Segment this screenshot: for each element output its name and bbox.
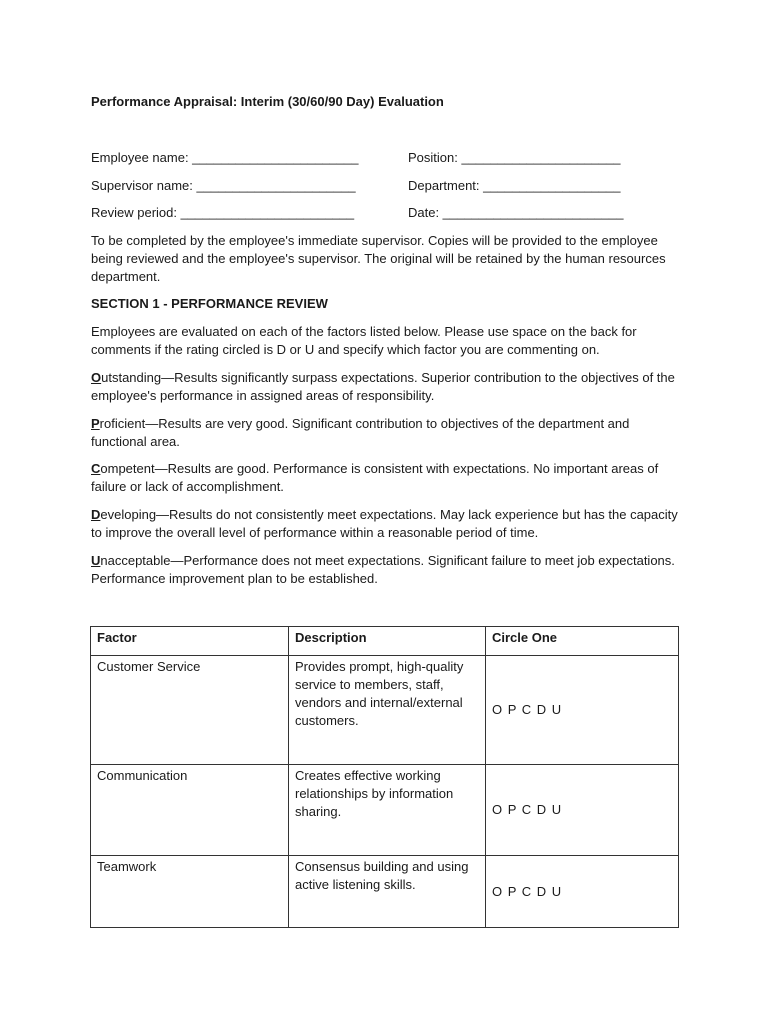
date-field: Date: _________________________ bbox=[408, 205, 624, 220]
table-row bbox=[91, 765, 679, 856]
rating-definition-outstanding bbox=[91, 369, 681, 405]
rating-description: nacceptable—Performance does not meet expectations. Significant failure to meet job expectations. Performance improvement plan to be established. bbox=[91, 553, 675, 586]
rating-definition-developing bbox=[91, 506, 681, 542]
rating-options-cell[interactable]: O P C D U bbox=[486, 856, 679, 928]
intro-paragraph: To be completed by the employee's immediate supervisor. Copies will be provided to the employee being reviewed and the employee's supervisor. The original will be retained by the human resources department. bbox=[91, 233, 666, 284]
table-row bbox=[91, 656, 679, 765]
factor-header: Factor bbox=[91, 627, 289, 656]
description-header: Description bbox=[289, 627, 486, 656]
department-field: Department: ___________________ bbox=[408, 178, 621, 193]
rating-description: utstanding—Results significantly surpass expectations. Superior contribution to the objectives of the employee's performance in assigned areas of responsibility. bbox=[91, 370, 675, 403]
rating-definition-unacceptable bbox=[91, 552, 681, 588]
rating-initial: P bbox=[91, 416, 100, 431]
employee-name-field: Employee name: _______________________ bbox=[91, 150, 359, 165]
instructions-paragraph: Employees are evaluated on each of the factors listed below. Please use space on the back for comments if the rating circled is D or U and specify which factor you are commenting on. bbox=[91, 324, 637, 357]
rating-initial: O bbox=[91, 370, 102, 385]
rating-definition-proficient bbox=[91, 415, 681, 451]
factor-cell: Communication bbox=[91, 765, 289, 856]
description-cell: Creates effective working relationships by information sharing. bbox=[289, 765, 486, 856]
rating-initial: D bbox=[91, 507, 101, 522]
review-period-field: Review period: ________________________ bbox=[91, 205, 355, 220]
performance-factors-table bbox=[90, 626, 679, 928]
description-cell: Provides prompt, high-quality service to members, staff, vendors and internal/external customers. bbox=[289, 656, 486, 765]
rating-definition-competent bbox=[91, 460, 681, 496]
section-heading: SECTION 1 - PERFORMANCE REVIEW bbox=[91, 296, 328, 311]
factor-cell: Customer Service bbox=[91, 656, 289, 765]
position-field: Position: ______________________ bbox=[408, 150, 621, 165]
table-header-row bbox=[91, 627, 679, 656]
document-title: Performance Appraisal: Interim (30/60/90 Day) Evaluation bbox=[91, 94, 444, 109]
table-row bbox=[91, 856, 679, 928]
rating-description: roficient—Results are very good. Significant contribution to objectives of the department and functional area. bbox=[91, 416, 630, 449]
factor-cell: Teamwork bbox=[91, 856, 289, 928]
description-cell: Consensus building and using active listening skills. bbox=[289, 856, 486, 928]
rating-initial: C bbox=[91, 461, 101, 476]
rating-description: ompetent—Results are good. Performance is consistent with expectations. No important areas of failure or lack of accomplishment. bbox=[91, 461, 659, 494]
supervisor-name-field: Supervisor name: ______________________ bbox=[91, 178, 356, 193]
rating-options-cell[interactable]: O P C D U bbox=[486, 765, 679, 856]
rating-description: eveloping—Results do not consistently meet expectations. May lack experience but has the capacity to improve the overall level of performance within a reasonable period of time. bbox=[91, 507, 678, 540]
rating-initial: U bbox=[91, 553, 101, 568]
rating-options-cell[interactable]: O P C D U bbox=[486, 656, 679, 765]
circle-one-header: Circle One bbox=[486, 627, 679, 656]
